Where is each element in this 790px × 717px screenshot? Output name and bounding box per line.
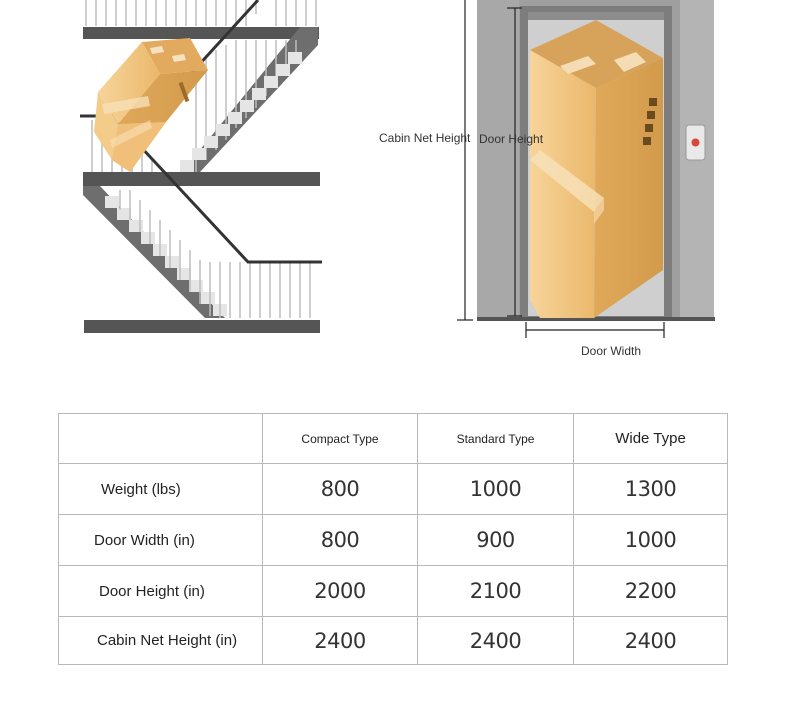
spec-table [58, 413, 728, 665]
table-cell: 2400 [574, 617, 728, 665]
box-in-elevator [530, 20, 663, 318]
table-cell: 2400 [418, 617, 574, 665]
table-cell: 900 [418, 515, 574, 566]
table-header-row [59, 414, 728, 464]
table-cell: 1300 [574, 464, 728, 515]
table-cell: 1000 [418, 464, 574, 515]
door-width-label: Door Width [581, 344, 642, 358]
table-row [59, 464, 728, 515]
table-cell: 1000 [574, 515, 728, 566]
row-label-door-width: Door Width (in) [59, 515, 263, 566]
table-cell: 800 [263, 464, 418, 515]
elevator-illustration [379, 0, 715, 358]
table-cell: 2100 [418, 566, 574, 617]
column-header-wide: Wide Type [574, 414, 728, 464]
row-label-door-height: Door Height (in) [59, 566, 263, 617]
table-row [59, 566, 728, 617]
row-label-cabin-net-height: Cabin Net Height (in) [59, 617, 263, 665]
door-width-dimension [526, 322, 664, 338]
cabin-net-height-label: Cabin Net Height [379, 131, 471, 145]
call-button-icon [686, 125, 705, 160]
column-header-compact: Compact Type [263, 414, 418, 464]
row-label-weight: Weight (lbs) [59, 464, 263, 515]
door-height-label: Door Height [479, 132, 544, 146]
box-on-stairs [94, 38, 208, 172]
table-row [59, 515, 728, 566]
cabin-net-height-dimension [457, 0, 473, 320]
table-row [59, 617, 728, 665]
table-cell: 2400 [263, 617, 418, 665]
table-header-corner [59, 414, 263, 464]
table-cell: 2200 [574, 566, 728, 617]
table-cell: 2000 [263, 566, 418, 617]
column-header-standard: Standard Type [418, 414, 574, 464]
staircase-illustration [80, 0, 322, 333]
table-cell: 800 [263, 515, 418, 566]
